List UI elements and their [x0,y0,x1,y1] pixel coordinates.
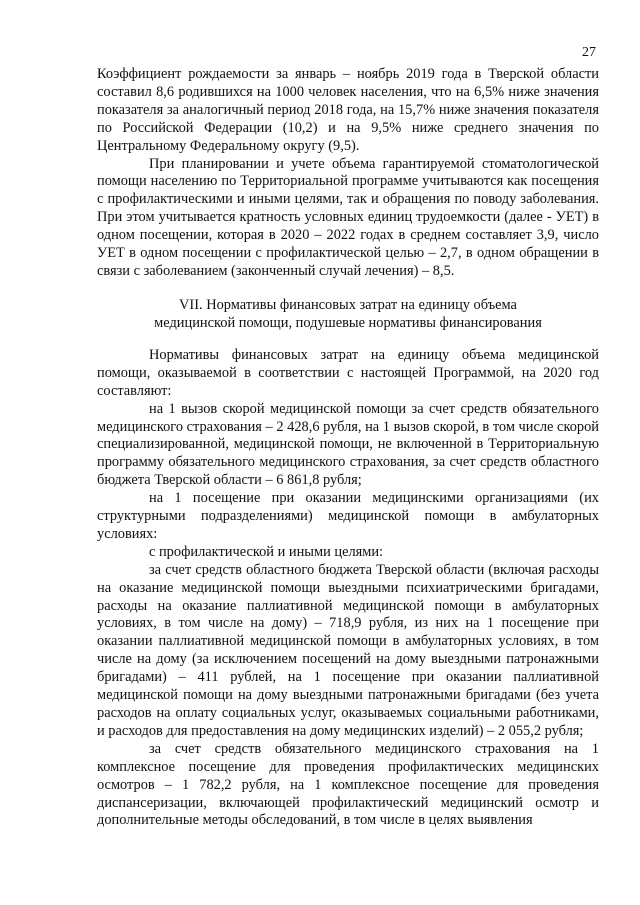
paragraph-birth-rate: Коэффициент рождаемости за январь – ноябрь 2019 года в Тверской области составил 8,6 родившихся на 1000 человек населения, что на 6,5% ниже значения показателя за аналогичный период 2018 года, на 15,7% ниже значения показателя по Российской Федерации (10,2) и на 9,5% ниже среднего значения по Центральному Федеральному округу (9,5). [97,66,599,154]
paragraph-dental-care: При планировании и учете объема гарантируемой стоматологической помощи населению по Территориальной программе учитываются как посещения с профилактическими и иными целями, так и обращения по поводу заболевания. При этом учитывается кратность условных единиц трудоемкости (далее - УЕТ) в одном посещении, которая в 2020 – 2022 годах в среднем составляет 3,9, число УЕТ в одном посещении с профилактической целью – 2,7, в одном обращении в связи с заболеванием (законченный случай лечения) – 8,5. [97,155,599,279]
paragraph-cost-norms-intro: Нормативы финансовых затрат на единицу объема медицинской помощи, оказываемой в соответствии с настоящей Программой, на 2020 год составляют: [97,346,599,399]
section-heading [97,296,599,333]
document-body [97,66,599,830]
page-number: 27 [582,45,596,60]
section-heading-line-2: медицинской помощи, подушевые нормативы финансирования [154,315,542,332]
paragraph-preventive-purposes: с профилактической и иными целями: [149,543,384,560]
paragraph-outpatient-visit: на 1 посещение при оказании медицинскими организациями (их структурными подразделениями) медицинской помощи в амбулаторных условиях: [97,490,599,542]
section-heading-line-1: VII. Нормативы финансовых затрат на единицу объема [179,296,517,313]
paragraph-compulsory-insurance: за счет средств обязательного медицинского страхования на 1 комплексное посещение для проведения профилактических медицинских осмотров – 1 782,2 рубля, на 1 комплексное посещение для проведения диспансеризации, включающей профилактический медицинский осмотр и дополнительные методы обследований, в том числе в целях выявления [97,740,599,829]
paragraph-ambulance-call: на 1 вызов скорой медицинской помощи за счет средств обязательного медицинского страхования – 2 428,6 рубля, на 1 вызов скорой, в том числе скорой специализированной, медицинской помощи, не включенной в Территориальную программу обязательного медицинского страхования, за счет средств областного бюджета Тверской области – 6 861,8 рубля; [97,400,599,489]
paragraph-regional-budget: за счет средств областного бюджета Тверской области (включая расходы на оказание медицинской помощи выездными психиатрическими бригадами, расходы на оказание паллиативной медицинской помощи в амбулаторных условиях, в том числе на дому) – 718,9 рубля, из них на 1 посещение при оказании паллиативной медицинской помощи в амбулаторных условиях, в том числе на дому (за исключением посещений на дому выездными патронажными бригадами) – 411 рублей, на 1 посещение при оказании паллиативной медицинской помощи на дому выездными патронажными бригадами (без учета расходов на оплату социальных услуг, оказываемых социальными работниками, и расходов для предоставления на дому медицинских изделий) – 2 055,2 рубля; [97,561,599,739]
